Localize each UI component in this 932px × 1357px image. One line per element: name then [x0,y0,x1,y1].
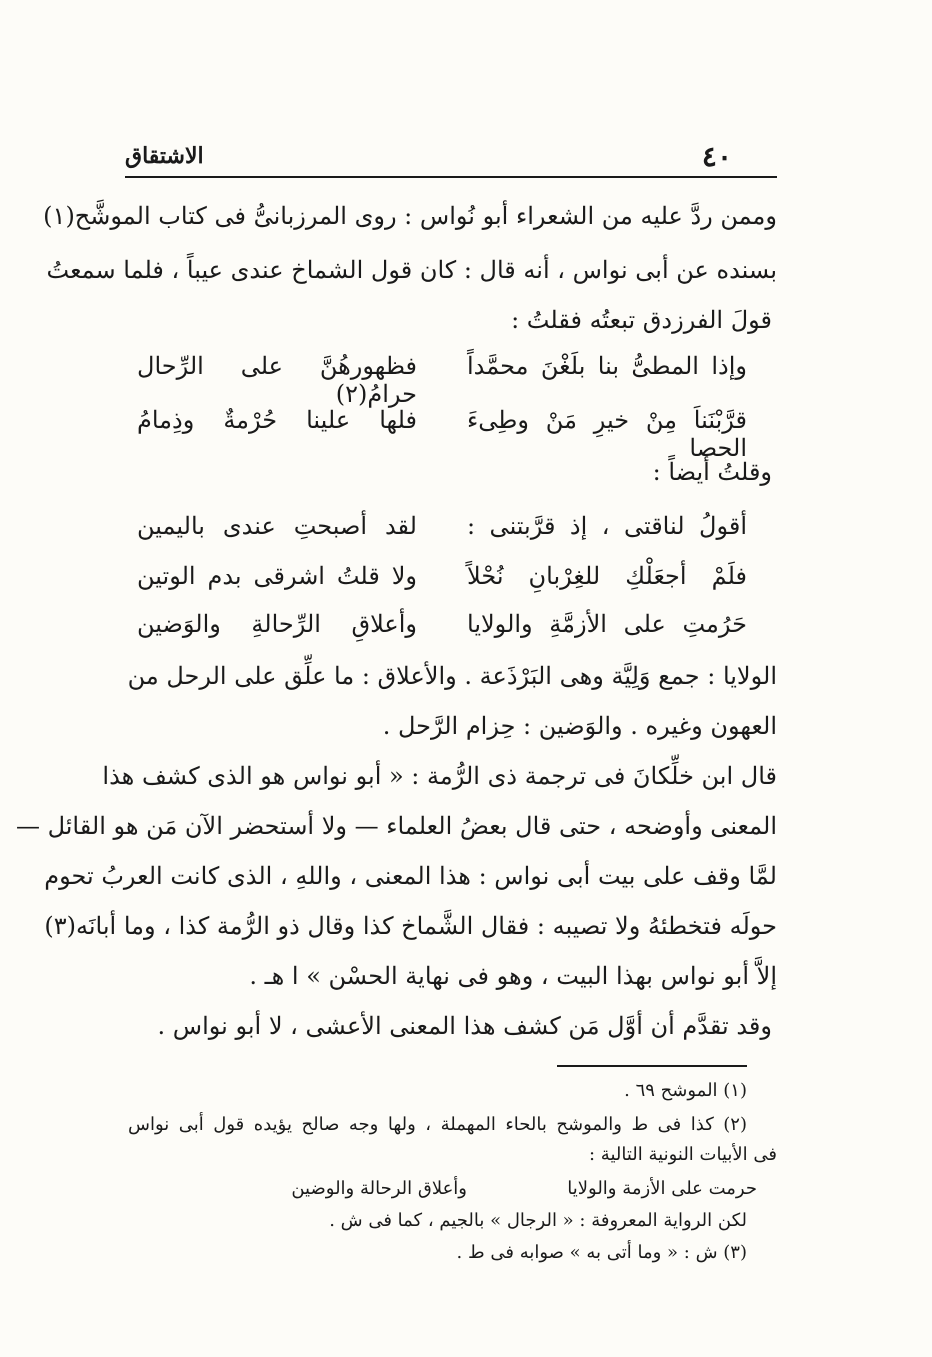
footnote: لكن الرواية المعروفة : « الرجال » بالجيم ، كما فى ش . [329,1210,747,1231]
verse-hemistich: وأعلاقِ الرِّحالةِ والوَضين [137,610,417,638]
verse-hemistich: فلَمْ أجعَلْكِ للغِرْبانِ نُحْلاً [467,562,747,590]
verse-hemistich: حَرُمتِ على الأزمَّةِ والولايا [467,610,747,638]
body-line: قولَ الفرزدق تبعتُه فقلتُ : [511,306,772,334]
body-line: المعنى وأوضحه ، حتى قال بعضُ العلماء — ولا أستحضر الآن مَن هو القائل — [15,812,777,840]
verse-line [17,562,777,590]
verse-hemistich: قرَّبْنَناَ مِنْ خيرِ مَنْ وطِىءَ الحصا [467,406,747,462]
footnote: (٣) ش : « وما أتى به » صوابه فى ط . [456,1242,747,1263]
body-line: بسنده عن أبى نواس ، أنه قال : كان قول الشماخ عندى عيباً ، فلما سمعتُ [46,256,777,284]
footnote: (١) الموشح ٦٩ . [624,1080,747,1101]
footnote: فى الأبيات النونية التالية : [589,1144,777,1165]
running-title: الاشتقاق [125,143,204,169]
body-line: وممن ردَّ عليه من الشعراء أبو نُواس : روى المرزبانىُّ فى كتاب الموشَّح(١) [43,202,777,230]
body-line: لمَّا وقف على بيت أبى نواس : هذا المعنى ، واللهِ ، الذى كانت العربُ تحوم [44,862,777,890]
verse-hemistich: فظهورهُنَّ على الرِّحال حرامُ(٢) [137,352,417,408]
verse-line [17,352,777,408]
footnote-rule [557,1065,747,1067]
page-number: ٤٠ [701,140,732,173]
verse-hemistich: وإذا المطىُّ بنا بلَغْنَ محمَّداً [467,352,747,380]
body-line: قال ابن خلِّكانَ فى ترجمة ذى الرُّمة : « أبو نواس هو الذى كشف هذا [102,762,777,790]
gloss-line: الولايا : جمع وَلِيَّة وهى البَرْذَعة . والأعلاق : ما علِّق على الرحل من [127,662,777,690]
body-line: حولَه فتخطئهُ ولا تصيبه : فقال الشَّماخ كذا وقال ذو الرُّمة كذا ، وما أبانَه(٣) [44,912,777,940]
body-line: وقلتُ أيضاً : [652,458,772,486]
verse-hemistich: لقد أصبحتِ عندى باليمين [137,512,417,540]
verse-hemistich: ولا قلتُ اشرقى بدم الوتين [137,562,417,590]
footnote: (٢) كذا فى ط والموشح بالحاء المهملة ، ولها وجه صالح يؤيده قول أبى نواس [128,1114,747,1135]
verse-line [17,406,777,462]
body-line: وقد تقدَّم أن أوَّل مَن كشف هذا المعنى الأعشى ، لا أبو نواس . [157,1012,772,1040]
body-line: إلاَّ أبو نواس بهذا البيت ، وهو فى نهاية الحسْن » ا هـ . [249,962,777,990]
header-rule [125,176,777,178]
verse-line [17,610,777,638]
verse-line [17,512,777,540]
footnote-verse-hemistich: حرمت على الأزمة والولايا [567,1178,757,1199]
footnote-verse-hemistich: وأعلاق الرحالة والوضين [291,1178,467,1199]
verse-hemistich: فلها علينا حُرْمةٌ وذِمامُ [137,406,417,434]
verse-hemistich: أقولُ لناقتى ، إذ قرَّبتنى : [467,512,747,540]
gloss-line: العهون وغيره . والوَضين : حِزام الرَّحل . [382,712,777,740]
